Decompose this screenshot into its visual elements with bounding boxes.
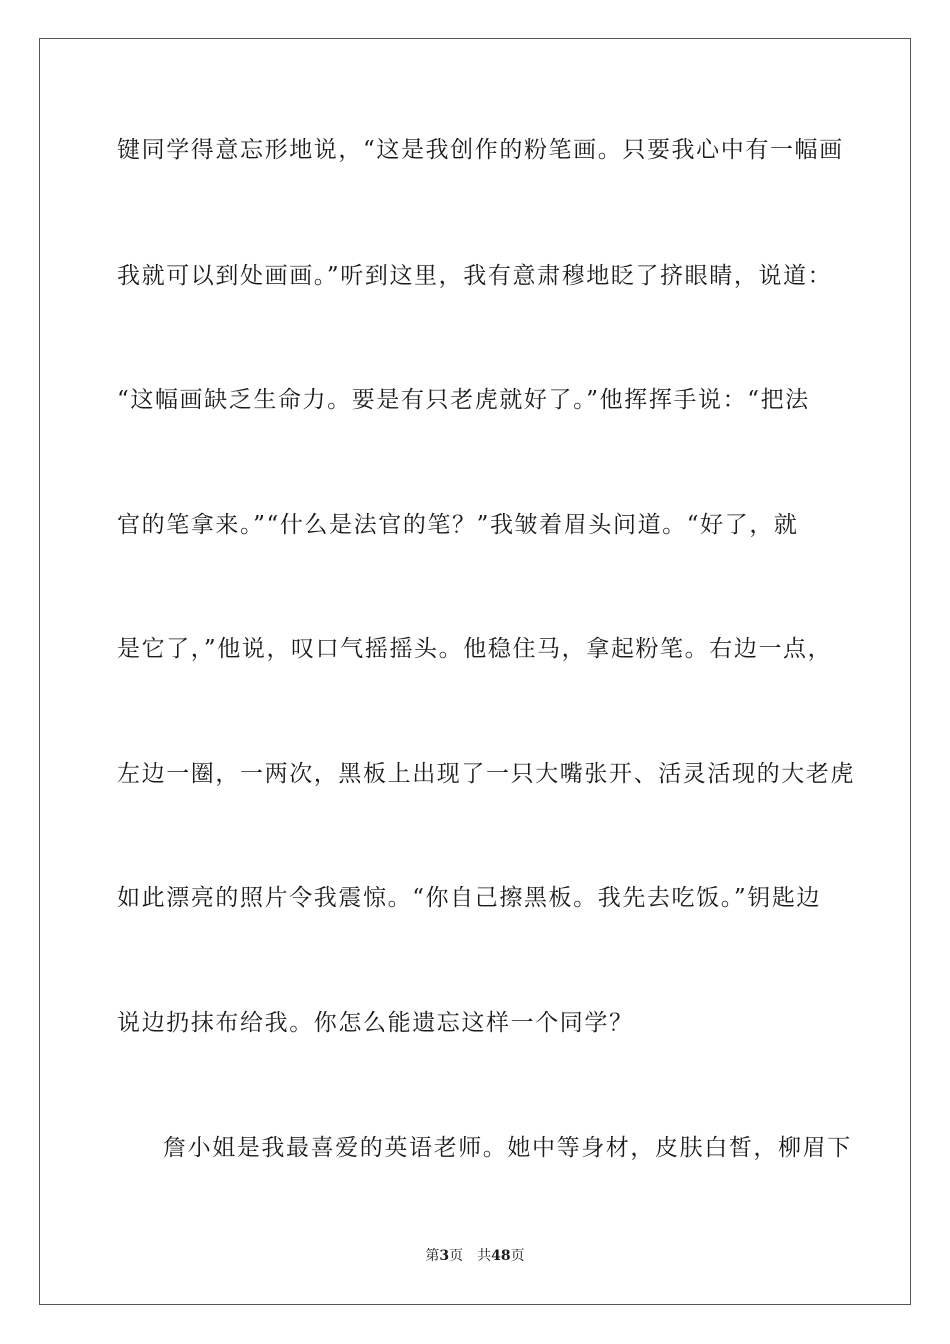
paragraph-line-1: 键同学得意忘形地说，“这是我创作的粉笔画。只要我心中有一幅画 bbox=[117, 137, 844, 163]
paragraph-line-8: 说边扔抹布给我。你怎么能遗忘这样一个同学？ bbox=[117, 1010, 634, 1036]
total-page-count: 48 bbox=[491, 1248, 511, 1264]
paragraph-line-5: 是它了，”他说，叹口气摇摇头。他稳住马，拿起粉笔。右边一点， bbox=[117, 636, 833, 662]
page-prefix: 第 bbox=[425, 1248, 440, 1264]
current-page-number: 3 bbox=[439, 1248, 450, 1264]
paragraph-line-6: 左边一圈，一两次，黑板上出现了一只大嘴张开、活灵活现的大老虎 bbox=[117, 761, 855, 787]
paragraph-line-9: 詹小姐是我最喜爱的英语老师。她中等身材，皮肤白皙，柳眉下 bbox=[163, 1135, 852, 1161]
total-prefix: 共 bbox=[477, 1248, 492, 1264]
total-suffix: 页 bbox=[510, 1248, 525, 1264]
paragraph-line-4: 官的笔拿来。”“什么是法官的笔？”我皱着眉头问道。“好了，就 bbox=[117, 512, 799, 538]
paragraph-line-2: 我就可以到处画画。”听到这里，我有意肃穆地眨了挤眼睛，说道： bbox=[117, 263, 833, 289]
page-frame bbox=[39, 38, 911, 1305]
paragraph-line-7: 如此漂亮的照片令我震惊。“你自己擦黑板。我先去吃饭。”钥匙边 bbox=[117, 885, 822, 911]
page-suffix: 页 bbox=[449, 1248, 464, 1264]
page-footer bbox=[0, 1246, 950, 1266]
paragraph-line-3: “这幅画缺乏生命力。要是有只老虎就好了。”他挥挥手说：“把法 bbox=[117, 387, 810, 413]
